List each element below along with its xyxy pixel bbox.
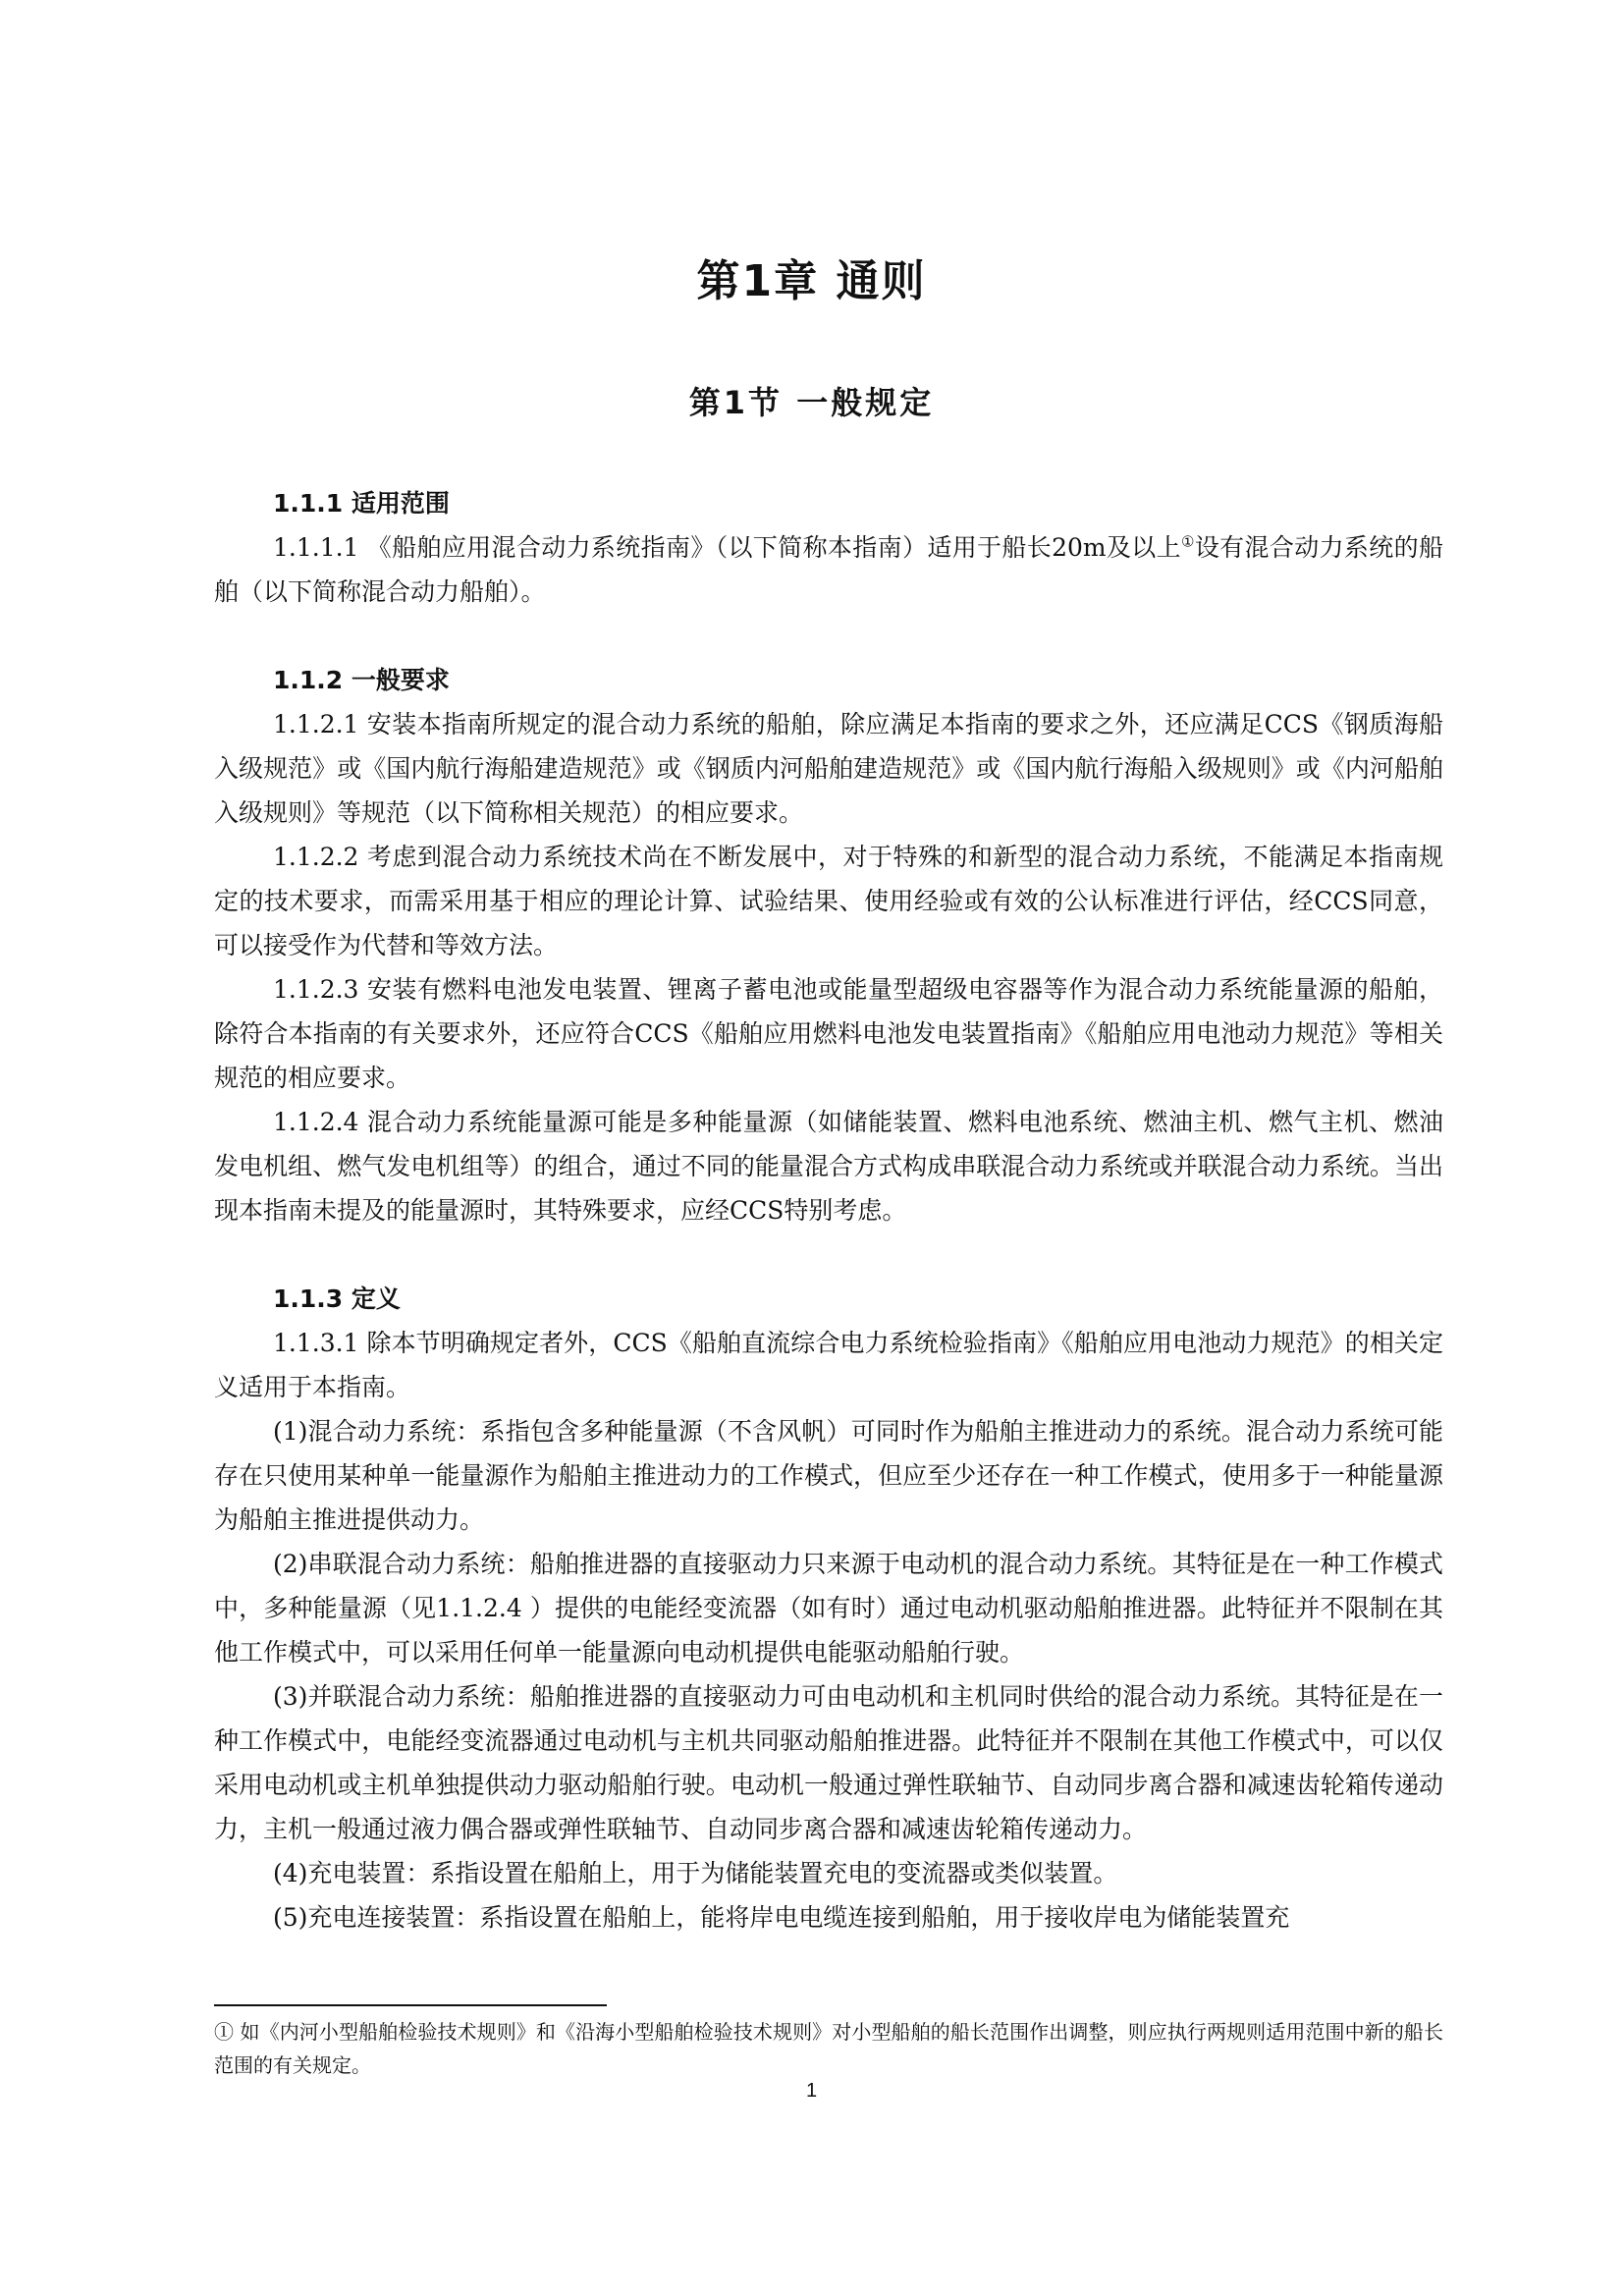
definition-2: (2)串联混合动力系统：船舶推进器的直接驱动力只来源于电动机的混合动力系统。其特征是在一种工作模式中，多种能量源（见1.1.2.4 ）提供的电能经变流器（如有时）通过电动机驱动船舶推进器。此特征并不限制在其他工作模式中，可以采用任何单一能量源向电动机提供电能驱动船舶行驶。 [214,1550,1443,1667]
definition-1: (1)混合动力系统：系指包含多种能量源（不含风帆）可同时作为船舶主推进动力的系统。混合动力系统可能存在只使用某种单一能量源作为船舶主推进动力的工作模式，但应至少还存在一种工作模式，使用多于一种能量源为船舶主推进提供动力。 [214,1417,1443,1534]
paragraph-1-1-3-1: 1.1.3.1 除本节明确规定者外，CCS《船舶直流综合电力系统检验指南》《船舶应用电池动力规范》的相关定义适用于本指南。 [214,1329,1443,1401]
body-text [214,481,1443,1940]
section-title: 第1节 一般规定 [688,384,935,421]
footnote: ① 如《内河小型船舶检验技术规则》和《沿海小型船舶检验技术规则》对小型船舶的船长范围作出调整，则应执行两规则适用范围中新的船长范围的有关规定。 [214,2020,1443,2077]
footnote-divider [214,2004,607,2006]
paragraph-1-1-1-1 [214,525,1443,614]
paragraph-gap [214,1232,1443,1277]
definition-3: (3)并联混合动力系统：船舶推进器的直接驱动力可由电动机和主机同时供给的混合动力系统。其特征是在一种工作模式中，电能经变流器通过电动机与主机共同驱动船舶推进器。此特征并不限制在其他工作模式中，可以仅采用电动机或主机单独提供动力驱动船舶行驶。电动机一般通过弹性联轴节、自动同步离合器和减速齿轮箱传递动力，主机一般通过液力偶合器或弹性联轴节、自动同步离合器和减速齿轮箱传递动力。 [214,1682,1443,1843]
paragraph-gap [214,614,1443,658]
page-number: 1 [805,2080,818,2102]
paragraph-1-1-2-1: 1.1.2.1 安装本指南所规定的混合动力系统的船舶，除应满足本指南的要求之外，还应满足CCS《钢质海船入级规范》或《国内航行海船建造规范》或《钢质内河船舶建造规范》或《国内航行海船入级规则》或《内河船舶入级规则》等规范（以下简称相关规范）的相应要求。 [214,710,1443,827]
heading-1-1-3: 1.1.3 定义 [273,1285,401,1313]
paragraph-1-1-1-1-text-b: 设有混合动力系统的船舶（以下简称混合动力船舶）。 [214,533,1443,606]
paragraph-1-1-2-2: 1.1.2.2 考虑到混合动力系统技术尚在不断发展中，对于特殊的和新型的混合动力系统，不能满足本指南规定的技术要求，而需采用基于相应的理论计算、试验结果、使用经验或有效的公认标准进行评估，经CCS同意，可以接受作为代替和等效方法。 [214,843,1443,959]
footnote-reference-mark[interactable]: ① [1181,532,1195,551]
paragraph-1-1-2-4: 1.1.2.4 混合动力系统能量源可能是多种能量源（如储能装置、燃料电池系统、燃油主机、燃气主机、燃油发电机组、燃气发电机组等）的组合，通过不同的能量混合方式构成串联混合动力系统或并联混合动力系统。当出现本指南未提及的能量源时，其特殊要求，应经CCS特别考虑。 [214,1108,1443,1225]
heading-1-1-2: 1.1.2 一般要求 [273,666,450,694]
definition-5: (5)充电连接装置：系指设置在船舶上，能将岸电电缆连接到船舶，用于接收岸电为储能装置充 [273,1903,1290,1932]
paragraph-1-1-1-1-text-a: 1.1.1.1 《船舶应用混合动力系统指南》（以下简称本指南）适用于船长20m及以上 [273,533,1182,562]
definition-4: (4)充电装置：系指设置在船舶上，用于为储能装置充电的变流器或类似装置。 [273,1859,1118,1887]
chapter-title: 第1章 通则 [696,256,927,306]
heading-1-1-1: 1.1.1 适用范围 [273,489,450,518]
paragraph-1-1-2-3: 1.1.2.3 安装有燃料电池发电装置、锂离子蓄电池或能量型超级电容器等作为混合动力系统能量源的船舶，除符合本指南的有关要求外，还应符合CCS《船舶应用燃料电池发电装置指南》《船舶应用电池动力规范》等相关规范的相应要求。 [214,975,1443,1092]
